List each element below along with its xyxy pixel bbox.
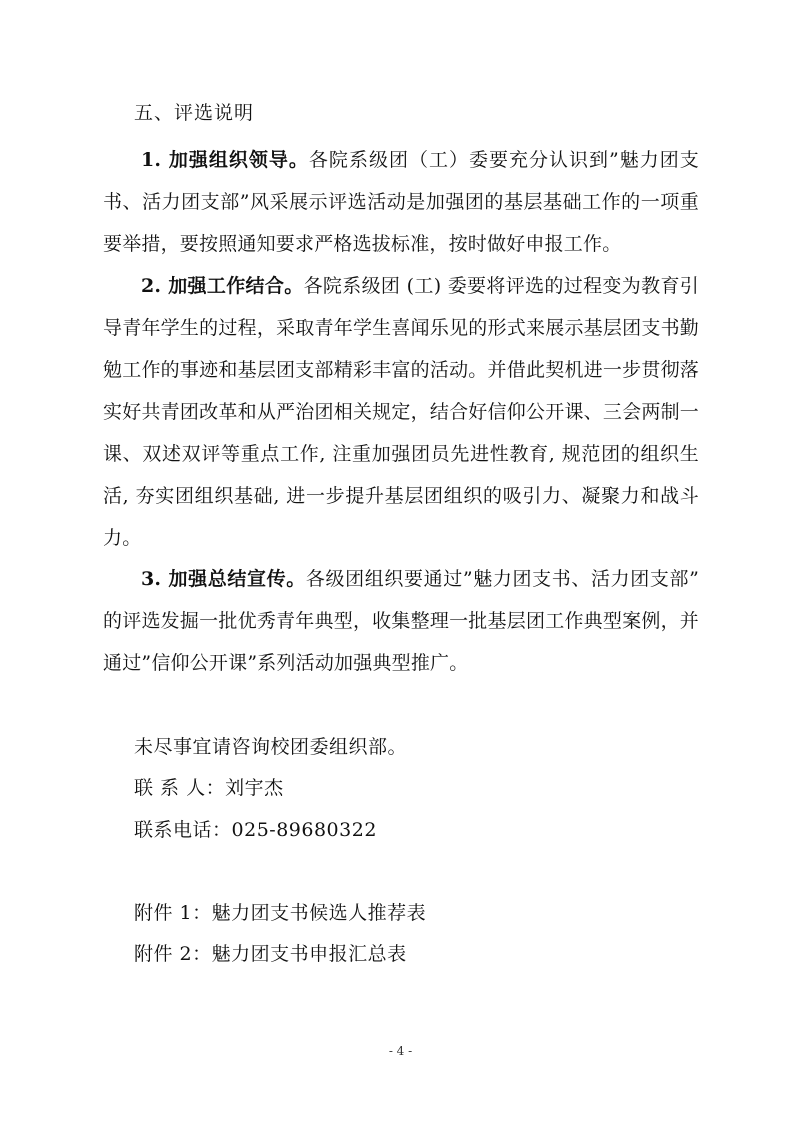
consult-note: 未尽事宜请咨询校团委组织部。 (134, 736, 408, 758)
contact-phone-number: 025-89680322 (231, 819, 377, 841)
item-body-3: 各级团组织要通过”魅力团支书、活力团支部” 的评选发掘一批优秀青年典型，收集整理一批基层团工作典型案例，并通过”信仰公开课”系列活动加强典型推广。 (103, 568, 699, 674)
item-lead-2: 2. 加强工作结合。 (141, 275, 304, 297)
page-number: - 4 - (388, 1044, 413, 1058)
contact-person-name: 刘宇杰 (225, 777, 284, 799)
contact-phone-line (134, 815, 377, 845)
contact-person-label: 联 系 人： (134, 777, 226, 799)
item-lead-1: 1. 加强组织领导。 (141, 149, 309, 171)
attachment-1-title: 魅力团支书候选人推荐表 (211, 902, 427, 924)
item-paragraph-2 (103, 265, 699, 559)
item-lead-3: 3. 加强总结宣传。 (141, 568, 306, 590)
attachment-2 (134, 939, 407, 969)
contact-phone-label: 联系电话： (134, 819, 232, 841)
section-heading: 五、评选说明 (134, 102, 255, 124)
contact-person-line (134, 773, 284, 803)
attachment-1 (134, 898, 426, 928)
item-body-1: 各院系级团（工）委要充分认识到”魅力团支书、活力团支部”风采展示评选活动是加强团的基层基础工作的一项重要举措，要按照通知要求严格选拔标准，按时做好申报工作。 (103, 149, 699, 255)
item-paragraph-1 (103, 139, 699, 265)
attachment-2-title: 魅力团支书申报汇总表 (211, 943, 407, 965)
attachment-2-label: 附件 2： (134, 943, 212, 965)
item-body-2: 各院系级团 (工) 委要将评选的过程变为教育引导青年学生的过程，采取青年学生喜闻乐见的形式来展示基层团支书勤勉工作的事迹和基层团支部精彩丰富的活动。并借此契机进一步贯彻落实好共青团改革和从严治团相关规定，结合好信仰公开课、三会两制一课、双述双评等重点工作, 注重加强团员先进性教育, 规范团的组织生活, 夯实团组织基础, 进一步提升基层团组织的吸引力、凝聚力和战斗力。 (103, 275, 699, 549)
attachment-1-label: 附件 1： (134, 902, 212, 924)
item-paragraph-3 (103, 558, 699, 684)
